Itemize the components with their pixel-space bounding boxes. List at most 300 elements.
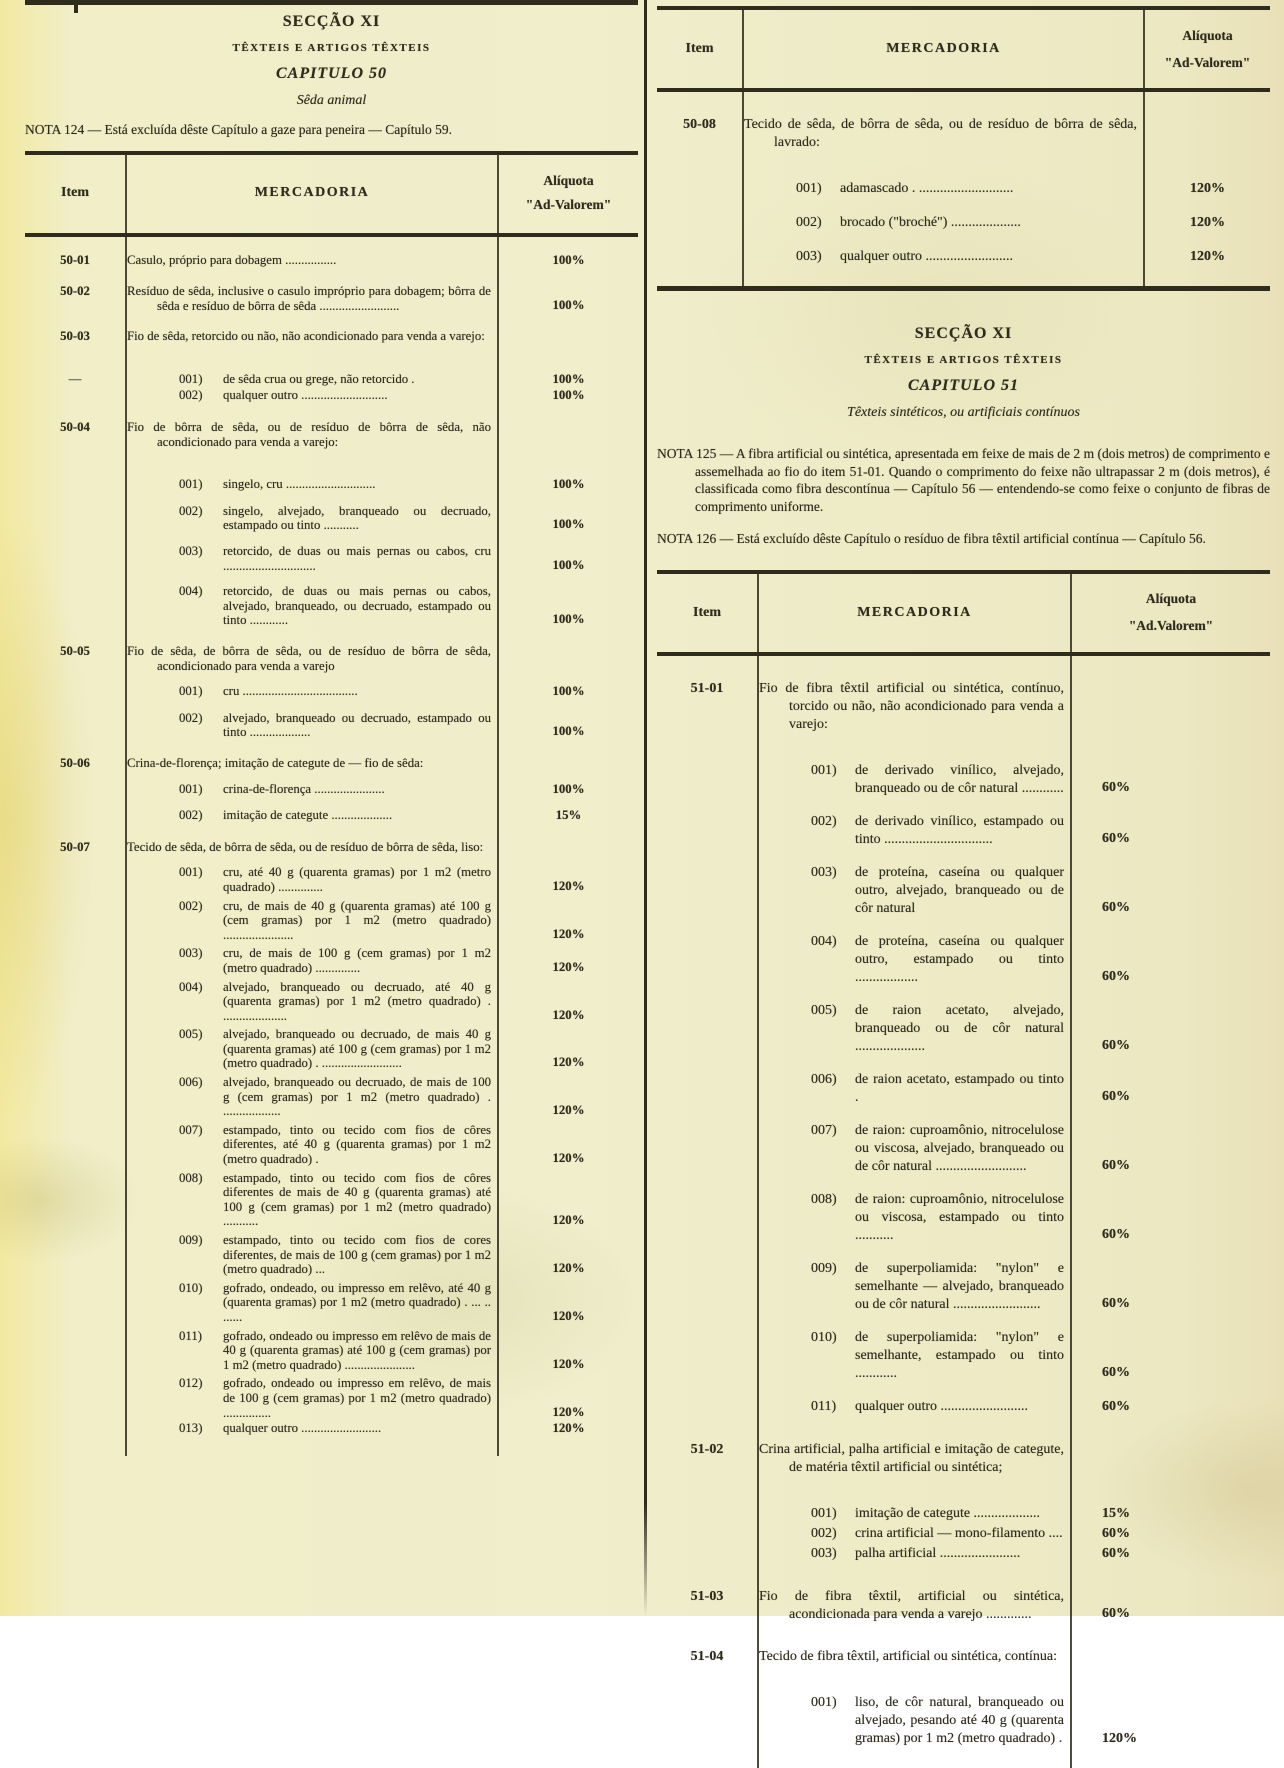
table-subrow bbox=[657, 1176, 1270, 1245]
row-description-cell bbox=[125, 313, 497, 344]
item-code: 51-04 bbox=[690, 1648, 724, 1664]
rate-value: 60% bbox=[1102, 1605, 1130, 1621]
subitem-text: qualquer outro ......................... bbox=[840, 249, 1014, 264]
subitem-number: 001) bbox=[796, 181, 822, 196]
table-subrow bbox=[25, 771, 638, 798]
subitem-text: de proteína, caseína ou qualquer outro, alvejado, branqueado ou de côr natural bbox=[855, 864, 1064, 916]
rate-value: 60% bbox=[1102, 1157, 1130, 1173]
subitem-number: 011) bbox=[811, 1398, 837, 1414]
section-subtitle: TÊXTEIS E ARTIGOS TÊXTEIS bbox=[232, 42, 431, 54]
row-description-cell bbox=[757, 1564, 1070, 1624]
table-subrow bbox=[657, 1544, 1270, 1564]
table-subrow bbox=[25, 387, 638, 404]
subitem-cell bbox=[125, 344, 497, 388]
rate-value: 100% bbox=[552, 477, 585, 492]
chapter-title: CAPITULO 51 bbox=[908, 377, 1019, 394]
subitem-text: palha artificial ....................... bbox=[855, 1545, 1021, 1561]
subitem-number: 002) bbox=[796, 215, 822, 230]
item-dash-cell bbox=[657, 199, 742, 233]
rate-cell bbox=[1070, 1564, 1270, 1624]
item-dash-cell bbox=[657, 1477, 757, 1524]
item-dash-cell bbox=[657, 1245, 757, 1314]
subitem-text: adamascado . ........................... bbox=[840, 181, 1014, 196]
nota-paragraph: NOTA 126 — Está excluído dêste Capítulo o resíduo de fibra têxtil artificial contínua — Capítulo 56. bbox=[657, 531, 1206, 546]
table-subrow bbox=[25, 942, 638, 975]
item-dash-cell bbox=[25, 1119, 125, 1167]
subitem-cell bbox=[125, 1119, 497, 1167]
header-aliquota-cell bbox=[1143, 10, 1270, 88]
row-description: Resíduo de sêda, inclusive o casulo impróprio para dobagem; bôrra de sêda e resíduo de bôrra de sêda ......................... bbox=[127, 284, 491, 313]
rate-cell bbox=[497, 1372, 638, 1420]
subitem-text: de raion acetato, estampado ou tinto . bbox=[855, 1071, 1064, 1105]
subitem-cell bbox=[125, 387, 497, 404]
item-dash-cell bbox=[657, 1176, 757, 1245]
subitem-text: gofrado, ondeado ou impresso em relêvo de mais de 40 g (quarenta gramas) até 100 g (cem gramas) por 1 m2 (metro quadrado) ...................... bbox=[223, 1328, 491, 1372]
section-title: SECÇÃO XI bbox=[282, 13, 381, 30]
table-subrow bbox=[25, 797, 638, 824]
item-dash-cell bbox=[25, 1372, 125, 1420]
rate-value: 100% bbox=[552, 252, 585, 267]
table-subrow bbox=[25, 533, 638, 573]
table-subrow bbox=[657, 918, 1270, 987]
rate-cell bbox=[497, 895, 638, 943]
rate-cell bbox=[497, 1023, 638, 1071]
header-aliquota-line1: Alíquota bbox=[1182, 27, 1233, 43]
rate-cell bbox=[1070, 1314, 1270, 1383]
item-code: 51-03 bbox=[690, 1588, 724, 1604]
subitem-cell bbox=[742, 152, 1143, 199]
subitem-text: gofrado, ondeado ou impresso em relêvo, de mais de 100 g (cem gramas) por 1 m2 (metro quadrado) ............... bbox=[223, 1376, 491, 1420]
rate-value: 120% bbox=[552, 1055, 585, 1070]
subitem-number: 001) bbox=[179, 781, 203, 796]
table-subrow bbox=[25, 1372, 638, 1420]
subitem-text: de derivado vinílico, alvejado, branqueado ou de côr natural ............ bbox=[855, 762, 1064, 796]
rate-value: 15% bbox=[555, 808, 582, 823]
rate-value: 60% bbox=[1102, 899, 1130, 915]
table-subrow bbox=[25, 1229, 638, 1277]
table-row bbox=[25, 404, 638, 449]
rate-value: 120% bbox=[1190, 249, 1225, 264]
rate-cell bbox=[1143, 199, 1270, 233]
table-subrow bbox=[657, 233, 1270, 286]
subitem-number: 005) bbox=[179, 1027, 203, 1042]
table-subrow bbox=[657, 1056, 1270, 1107]
item-dash-cell bbox=[25, 387, 125, 404]
item-dash-cell bbox=[657, 734, 757, 798]
item-dash-cell bbox=[657, 1107, 757, 1176]
table-subrow bbox=[25, 1023, 638, 1071]
item-dash-cell bbox=[25, 895, 125, 943]
item-dash-cell bbox=[657, 1314, 757, 1383]
item-dash-cell bbox=[25, 1167, 125, 1229]
rate-cell bbox=[497, 824, 638, 855]
rate-value: 60% bbox=[1102, 968, 1130, 984]
subitem-number: 009) bbox=[811, 1260, 837, 1276]
subitem-cell bbox=[757, 1544, 1070, 1564]
rate-value: 100% bbox=[552, 557, 585, 572]
table-subrow bbox=[657, 734, 1270, 798]
rate-cell bbox=[497, 628, 638, 673]
item-dash-cell bbox=[25, 976, 125, 1024]
subitem-cell bbox=[757, 987, 1070, 1056]
rate-cell bbox=[497, 344, 638, 388]
table-row bbox=[25, 237, 638, 269]
table-subrow bbox=[25, 573, 638, 628]
subitem-cell bbox=[757, 1107, 1070, 1176]
rate-value: 60% bbox=[1102, 1364, 1130, 1380]
table-row bbox=[657, 656, 1270, 734]
subitem-cell bbox=[125, 942, 497, 975]
subitem-cell bbox=[757, 734, 1070, 798]
subitem-number: 001) bbox=[179, 477, 203, 492]
item-dash-cell bbox=[25, 1277, 125, 1325]
subitem-cell bbox=[125, 895, 497, 943]
right-headings bbox=[657, 325, 1270, 421]
item-code-cell bbox=[25, 404, 125, 449]
rate-cell bbox=[497, 740, 638, 771]
subitem-number: 003) bbox=[811, 864, 837, 880]
header-mercadoria: MERCADORIA bbox=[886, 41, 1001, 56]
rate-value: 120% bbox=[1102, 1730, 1137, 1746]
row-description: Fio de bôrra de sêda, ou de resíduo de bôrra de sêda, não acondicionado para venda a varejo: bbox=[127, 420, 491, 449]
rate-cell bbox=[497, 313, 638, 344]
item-code: 51-02 bbox=[690, 1441, 724, 1457]
subitem-text: cru, de mais de 40 g (quarenta gramas) até 100 g (cem gramas) por 1 m2 (metro quadrado) ...................... bbox=[223, 898, 491, 942]
header-mercadoria-cell bbox=[757, 574, 1070, 652]
rate-value: 60% bbox=[1102, 1398, 1130, 1414]
item-code-cell bbox=[657, 656, 757, 734]
subitem-text: singelo, alvejado, branqueado ou decruado, estampado ou tinto ........... bbox=[223, 503, 491, 533]
table-subrow bbox=[25, 700, 638, 740]
table-subrow bbox=[657, 199, 1270, 233]
rate-cell bbox=[497, 1325, 638, 1373]
rate-value: 100% bbox=[552, 684, 585, 699]
header-item: Item bbox=[61, 185, 89, 201]
subitem-cell bbox=[757, 1314, 1070, 1383]
table-subrow bbox=[25, 1119, 638, 1167]
subitem-number: 006) bbox=[179, 1075, 203, 1090]
item-code: 50-07 bbox=[60, 839, 90, 854]
rate-value: 120% bbox=[552, 1213, 585, 1228]
subitem-text: de sêda crua ou grege, não retorcido . bbox=[223, 371, 415, 386]
row-description: Tecido de fibra têxtil, artificial ou sintética, contínua: bbox=[759, 1648, 1057, 1664]
item-dash: — bbox=[68, 371, 82, 386]
rate-cell bbox=[1070, 734, 1270, 798]
rate-value: 60% bbox=[1102, 1088, 1130, 1104]
rate-cell bbox=[497, 1119, 638, 1167]
rate-cell bbox=[497, 387, 638, 404]
section-title: SECÇÃO XI bbox=[914, 325, 1013, 342]
header-mercadoria-cell bbox=[125, 155, 497, 233]
header-aliquota-cell bbox=[497, 155, 638, 233]
subitem-cell bbox=[125, 573, 497, 628]
subitem-cell bbox=[757, 1524, 1070, 1544]
subitem-cell bbox=[757, 1666, 1070, 1768]
subitem-text: gofrado, ondeado, ou impresso em relêvo, até 40 g (quarenta gramas) por 1 m2 (metro quadrado) . ... .. ...... bbox=[223, 1280, 491, 1324]
subitem-text: qualquer outro ......................... bbox=[223, 1421, 382, 1436]
item-code-cell bbox=[25, 824, 125, 855]
subitem-number: 001) bbox=[179, 684, 203, 699]
tariff-table-cap50 bbox=[25, 151, 638, 1456]
subitem-number: 001) bbox=[179, 865, 203, 880]
subitem-number: 001) bbox=[179, 371, 203, 386]
rate-cell bbox=[497, 797, 638, 824]
subitem-text: singelo, cru ............................ bbox=[223, 477, 376, 492]
table-subrow bbox=[25, 344, 638, 388]
table-subrow bbox=[657, 1666, 1270, 1768]
subitem-number: 003) bbox=[811, 1545, 837, 1561]
subitem-cell bbox=[757, 1477, 1070, 1524]
subitem-number: 004) bbox=[179, 979, 203, 994]
rate-cell bbox=[1070, 1107, 1270, 1176]
subitem-number: 002) bbox=[179, 710, 203, 725]
chapter-subtitle: Sêda animal bbox=[296, 93, 367, 108]
rate-cell bbox=[1070, 1524, 1270, 1544]
header-item-cell bbox=[657, 10, 742, 88]
rate-value: 120% bbox=[1190, 215, 1225, 230]
item-dash-cell bbox=[25, 771, 125, 798]
rate-value: 60% bbox=[1102, 1545, 1130, 1561]
rate-cell bbox=[1070, 1544, 1270, 1564]
rate-cell bbox=[1070, 1176, 1270, 1245]
column-divider bbox=[644, 0, 647, 1616]
subitem-cell bbox=[757, 849, 1070, 918]
item-dash-cell bbox=[25, 673, 125, 700]
rate-value: 60% bbox=[1102, 1037, 1130, 1053]
subitem-number: 003) bbox=[179, 946, 203, 961]
rate-value: 120% bbox=[552, 1308, 585, 1323]
subitem-text: retorcido, de duas ou mais pernas ou cabos, alvejado, branqueado, ou decruado, estampado ou tinto ............ bbox=[223, 584, 491, 628]
table-row bbox=[25, 313, 638, 344]
left-column bbox=[25, 0, 638, 1456]
item-code: 50-05 bbox=[60, 644, 90, 658]
subitem-number: 002) bbox=[179, 503, 203, 518]
subitem-text: alvejado, branqueado ou decruado, até 40 g (quarenta gramas) por 1 m2 (metro quadrado) . .................... bbox=[223, 979, 491, 1023]
item-dash-cell bbox=[25, 533, 125, 573]
subitem-text: crina-de-florença ...................... bbox=[223, 781, 385, 796]
row-description-cell bbox=[125, 268, 497, 313]
item-dash-cell bbox=[657, 1666, 757, 1768]
subitem-number: 008) bbox=[811, 1191, 837, 1207]
item-code-cell bbox=[25, 740, 125, 771]
rate-cell bbox=[497, 942, 638, 975]
row-description-cell bbox=[757, 1624, 1070, 1666]
row-description-cell bbox=[125, 628, 497, 673]
subitem-number: 006) bbox=[811, 1071, 837, 1087]
subitem-number: 003) bbox=[796, 249, 822, 264]
nota-paragraph: NOTA 125 — A fibra artificial ou sintética, apresentada em feixe de mais de 2 m (dois metros) de comprimento e assemelhada ao fio do item 51-01. Quando o comprimento do feixe não ultrapassar 2 m (dois metros), é classificada como fibra descontínua — Capítulo 56 — entendendo-se como feixe o conjunto de fibras de comprimento uniforme. bbox=[657, 446, 1270, 514]
item-dash-cell bbox=[657, 798, 757, 849]
rate-cell bbox=[1070, 1245, 1270, 1314]
rate-value: 120% bbox=[552, 1421, 585, 1436]
rate-cell bbox=[1070, 987, 1270, 1056]
subitem-text: de superpoliamida: "nylon" e semelhante, estampado ou tinto ............ bbox=[855, 1329, 1064, 1381]
subitem-cell bbox=[757, 1176, 1070, 1245]
subitem-text: de superpoliamida: "nylon" e semelhante — alvejado, branqueado ou de côr natural ......................... bbox=[855, 1260, 1064, 1312]
subitem-cell bbox=[125, 1325, 497, 1373]
row-description: Crina artificial, palha artificial e imitação de categute, de matéria têxtil artificial ou sintética; bbox=[759, 1441, 1064, 1475]
table-subrow bbox=[25, 854, 638, 894]
rate-value: 120% bbox=[1190, 181, 1225, 196]
item-dash-cell bbox=[657, 1544, 757, 1564]
subitem-cell bbox=[125, 1420, 497, 1456]
rate-cell bbox=[497, 1167, 638, 1229]
rate-value: 120% bbox=[552, 1404, 585, 1419]
subitem-text: cru, de mais de 100 g (cem gramas) por 1 m2 (metro quadrado) .............. bbox=[223, 946, 491, 975]
table-row bbox=[657, 1564, 1270, 1624]
subitem-cell bbox=[125, 797, 497, 824]
nota-paragraph: NOTA 124 — Está excluída dêste Capítulo a gaze para peneira — Capítulo 59. bbox=[25, 122, 453, 137]
subitem-cell bbox=[125, 1277, 497, 1325]
table-header bbox=[657, 570, 1270, 656]
item-dash-cell bbox=[25, 700, 125, 740]
item-dash-cell bbox=[25, 449, 125, 493]
table-subrow bbox=[657, 849, 1270, 918]
rate-cell bbox=[1070, 1417, 1270, 1477]
right-column bbox=[657, 0, 1270, 1768]
subitem-text: cru, até 40 g (quarenta gramas) por 1 m2 (metro quadrado) .............. bbox=[223, 865, 491, 894]
chapter-subtitle: Têxteis sintéticos, ou artificiais contínuos bbox=[847, 405, 1080, 420]
rate-cell bbox=[1070, 849, 1270, 918]
subitem-number: 003) bbox=[179, 544, 203, 559]
subitem-text: alvejado, branqueado ou decruado, de mais 40 g (quarenta gramas) até 100 g (cem gramas) por 1 m2 (metro quadrado) . ......................... bbox=[223, 1027, 491, 1071]
rate-cell bbox=[1070, 656, 1270, 734]
header-aliquota-cell bbox=[1070, 574, 1270, 652]
rate-cell bbox=[497, 1071, 638, 1119]
rate-cell bbox=[497, 533, 638, 573]
subitem-number: 012) bbox=[179, 1376, 203, 1391]
rate-cell bbox=[497, 237, 638, 269]
item-dash-cell bbox=[657, 233, 742, 286]
rate-cell bbox=[497, 976, 638, 1024]
header-aliquota-line1: Alíquota bbox=[543, 173, 594, 189]
rate-cell bbox=[497, 854, 638, 894]
item-dash-cell bbox=[25, 1420, 125, 1456]
table-header bbox=[25, 151, 638, 237]
subitem-number: 004) bbox=[811, 933, 837, 949]
rate-cell bbox=[497, 493, 638, 533]
header-item: Item bbox=[693, 604, 721, 620]
subitem-number: 001) bbox=[811, 1694, 837, 1710]
rate-cell bbox=[1070, 1666, 1270, 1768]
table-subrow bbox=[657, 1383, 1270, 1417]
table-subrow bbox=[657, 1107, 1270, 1176]
subitem-text: qualquer outro ......................... bbox=[855, 1398, 1029, 1414]
table-subrow bbox=[25, 449, 638, 493]
rate-value: 100% bbox=[552, 371, 585, 386]
subitem-cell bbox=[125, 976, 497, 1024]
item-code: 50-04 bbox=[60, 420, 90, 435]
chapter-title: CAPITULO 50 bbox=[276, 65, 387, 82]
table-subrow bbox=[657, 1477, 1270, 1524]
subitem-text: de derivado vinílico, estampado ou tinto ............................... bbox=[855, 813, 1064, 847]
row-description-cell bbox=[742, 92, 1143, 152]
subitem-cell bbox=[125, 533, 497, 573]
table-subrow bbox=[25, 1071, 638, 1119]
rate-value: 100% bbox=[552, 297, 585, 312]
subitem-number: 013) bbox=[179, 1421, 203, 1436]
rate-value: 100% bbox=[552, 388, 585, 403]
table-subrow bbox=[657, 1524, 1270, 1544]
rate-cell bbox=[497, 1420, 638, 1456]
item-code-cell bbox=[657, 1417, 757, 1477]
item-dash-cell bbox=[25, 1023, 125, 1071]
rate-value: 100% bbox=[552, 724, 585, 739]
rate-cell bbox=[497, 700, 638, 740]
row-description: Crina-de-florença; imitação de categute de — fio de sêda: bbox=[127, 755, 424, 770]
subitem-text: brocado ("broché") .................... bbox=[840, 215, 1021, 230]
row-description-cell bbox=[125, 824, 497, 855]
item-dash-cell bbox=[657, 1524, 757, 1544]
header-item: Item bbox=[685, 41, 714, 56]
item-code: 50-08 bbox=[683, 117, 716, 132]
item-dash-cell bbox=[657, 1056, 757, 1107]
subitem-text: imitação de categute ................... bbox=[223, 808, 393, 823]
row-description-cell bbox=[757, 1417, 1070, 1477]
section-subtitle: TÊXTEIS E ARTIGOS TÊXTEIS bbox=[864, 354, 1063, 366]
table-subrow bbox=[657, 1314, 1270, 1383]
table-subrow bbox=[25, 673, 638, 700]
table-subrow bbox=[25, 1167, 638, 1229]
rate-cell bbox=[1070, 1383, 1270, 1417]
subitem-cell bbox=[757, 798, 1070, 849]
row-description: Fio de sêda, de bôrra de sêda, ou de resíduo de bôrra de sêda, acondicionado para venda a varejo bbox=[127, 644, 491, 673]
left-headings bbox=[25, 0, 638, 109]
item-code: 50-02 bbox=[60, 284, 90, 299]
rate-value: 100% bbox=[552, 612, 585, 627]
rate-value: 120% bbox=[552, 1261, 585, 1276]
rate-cell bbox=[497, 268, 638, 313]
row-description: Fio de fibra têxtil artificial ou sintética, contínuo, torcido ou não, não acondicionado para venda a varejo: bbox=[759, 680, 1064, 732]
rate-value: 120% bbox=[552, 1103, 585, 1118]
header-aliquota-line2: "Ad.Valorem" bbox=[1128, 618, 1214, 633]
rate-cell bbox=[497, 573, 638, 628]
table-subrow bbox=[25, 1277, 638, 1325]
rate-cell bbox=[1070, 1477, 1270, 1524]
subitem-cell bbox=[125, 673, 497, 700]
subitem-text: liso, de côr natural, branqueado ou alvejado, pesando até 40 g (quarenta gramas) por 1 m2 (metro quadrado) . bbox=[855, 1694, 1064, 1746]
subitem-number: 008) bbox=[179, 1170, 203, 1185]
subitem-cell bbox=[757, 918, 1070, 987]
table-subrow bbox=[25, 976, 638, 1024]
subitem-cell bbox=[125, 1229, 497, 1277]
rate-cell bbox=[1070, 798, 1270, 849]
row-description-cell bbox=[125, 404, 497, 449]
subitem-text: de raion acetato, alvejado, branqueado ou de côr natural .................... bbox=[855, 1002, 1064, 1054]
item-code: 50-03 bbox=[60, 329, 90, 344]
rate-value: 100% bbox=[552, 781, 585, 796]
subitem-cell bbox=[757, 1056, 1070, 1107]
subitem-number: 007) bbox=[811, 1122, 837, 1138]
rate-value: 60% bbox=[1102, 779, 1130, 795]
table-row bbox=[25, 628, 638, 673]
subitem-number: 001) bbox=[811, 1505, 837, 1521]
subitem-cell bbox=[125, 700, 497, 740]
table-row bbox=[25, 740, 638, 771]
item-dash-cell bbox=[25, 1071, 125, 1119]
table-subrow bbox=[25, 1420, 638, 1456]
subitem-number: 002) bbox=[811, 813, 837, 829]
item-dash-cell bbox=[25, 854, 125, 894]
item-dash-cell bbox=[25, 573, 125, 628]
rate-cell bbox=[497, 673, 638, 700]
subitem-number: 007) bbox=[179, 1122, 203, 1137]
item-code-cell bbox=[657, 1624, 757, 1666]
subitem-number: 002) bbox=[811, 1525, 837, 1541]
item-dash-cell bbox=[657, 849, 757, 918]
subitem-number: 010) bbox=[179, 1280, 203, 1295]
table-subrow bbox=[657, 1245, 1270, 1314]
